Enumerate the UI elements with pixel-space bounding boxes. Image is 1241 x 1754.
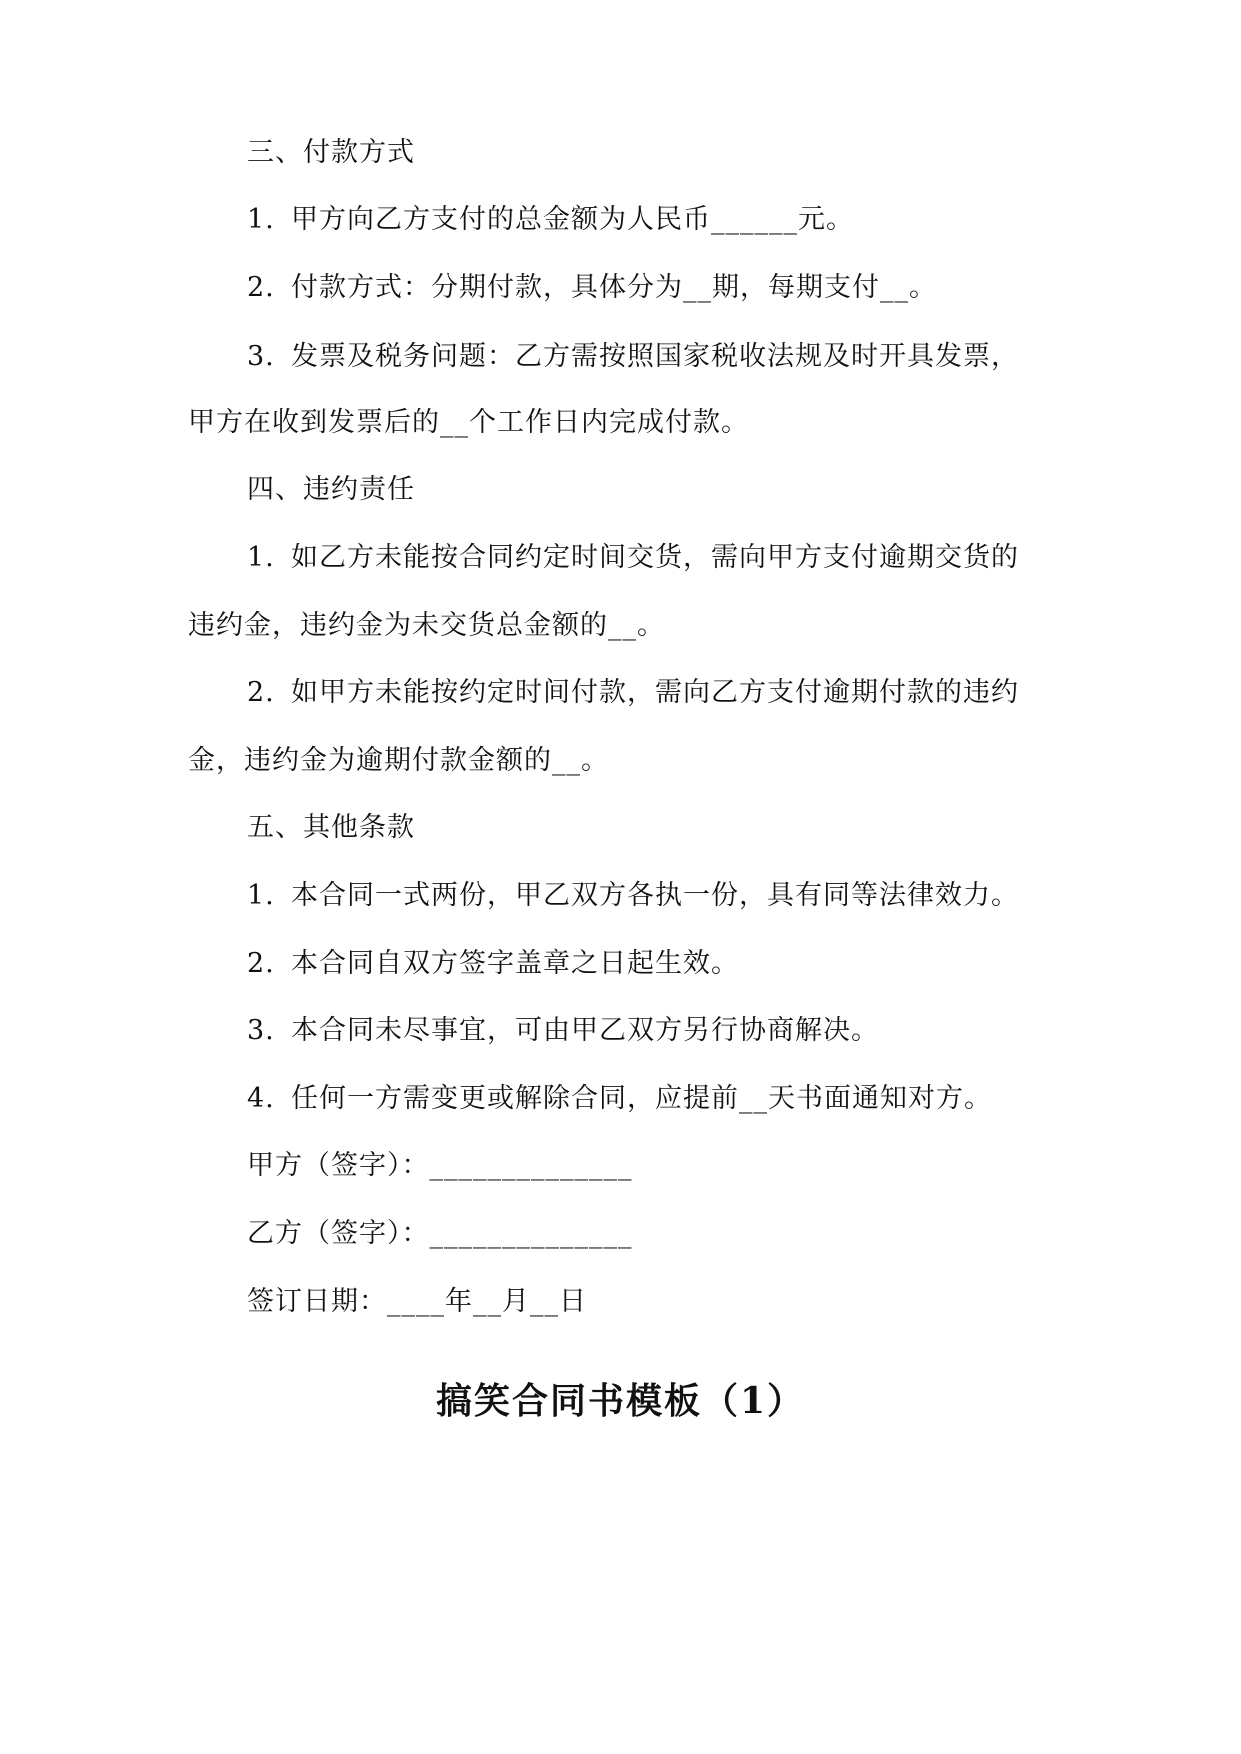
section-5-item-4 xyxy=(247,1079,1127,1119)
item-number: 3. xyxy=(247,341,275,372)
section-4-item-1 xyxy=(247,538,1127,578)
item-number: 2. xyxy=(247,272,275,303)
item-text: 本合同自双方签字盖章之日起生效。 xyxy=(291,948,739,979)
section-4-item-2 xyxy=(247,673,1127,713)
section-3-item-3-continuation: 甲方在收到发票后的__个工作日内完成付款。 xyxy=(188,407,749,438)
item-text: 本合同未尽事宜，可由甲乙双方另行协商解决。 xyxy=(291,1015,879,1046)
item-number: 1. xyxy=(247,880,275,911)
party-b-signature-line: 乙方（签字）：______________ xyxy=(247,1218,633,1249)
section-4-heading: 四、违约责任 xyxy=(247,474,415,505)
section-5-item-1 xyxy=(247,876,1127,916)
item-text: 本合同一式两份，甲乙双方各执一份，具有同等法律效力。 xyxy=(291,880,1019,911)
item-number: 1. xyxy=(247,542,275,573)
item-number: 1. xyxy=(247,204,275,235)
section-3-item-3 xyxy=(247,337,1127,377)
section-5-item-3 xyxy=(247,1011,1127,1051)
item-text: 付款方式：分期付款，具体分为__期，每期支付__。 xyxy=(291,272,937,303)
item-number: 4. xyxy=(247,1083,275,1114)
section-3-item-1 xyxy=(247,200,1127,240)
item-number: 3. xyxy=(247,1015,275,1046)
item-text: 甲方向乙方支付的总金额为人民币______元。 xyxy=(291,204,854,235)
next-document-title: 搞笑合同书模板（1） xyxy=(435,1380,806,1422)
section-3-heading: 三、付款方式 xyxy=(247,137,415,168)
item-text: 如乙方未能按合同约定时间交货，需向甲方支付逾期交货的 xyxy=(291,542,1019,573)
section-3-item-2 xyxy=(247,268,1127,308)
item-number: 2. xyxy=(247,677,275,708)
item-text: 发票及税务问题：乙方需按照国家税收法规及时开具发票， xyxy=(291,341,1019,372)
item-number: 2. xyxy=(247,948,275,979)
section-5-heading: 五、其他条款 xyxy=(247,812,415,843)
signing-date-line: 签订日期：____年__月__日 xyxy=(247,1286,587,1317)
item-text: 如甲方未能按约定时间付款，需向乙方支付逾期付款的违约 xyxy=(291,677,1019,708)
section-4-item-2-continuation: 金，违约金为逾期付款金额的__。 xyxy=(188,745,609,776)
section-4-item-1-continuation: 违约金，违约金为未交货总金额的__。 xyxy=(188,610,665,641)
party-a-signature-line: 甲方（签字）：______________ xyxy=(247,1150,633,1181)
section-5-item-2 xyxy=(247,944,1127,984)
item-text: 任何一方需变更或解除合同，应提前__天书面通知对方。 xyxy=(291,1083,992,1114)
